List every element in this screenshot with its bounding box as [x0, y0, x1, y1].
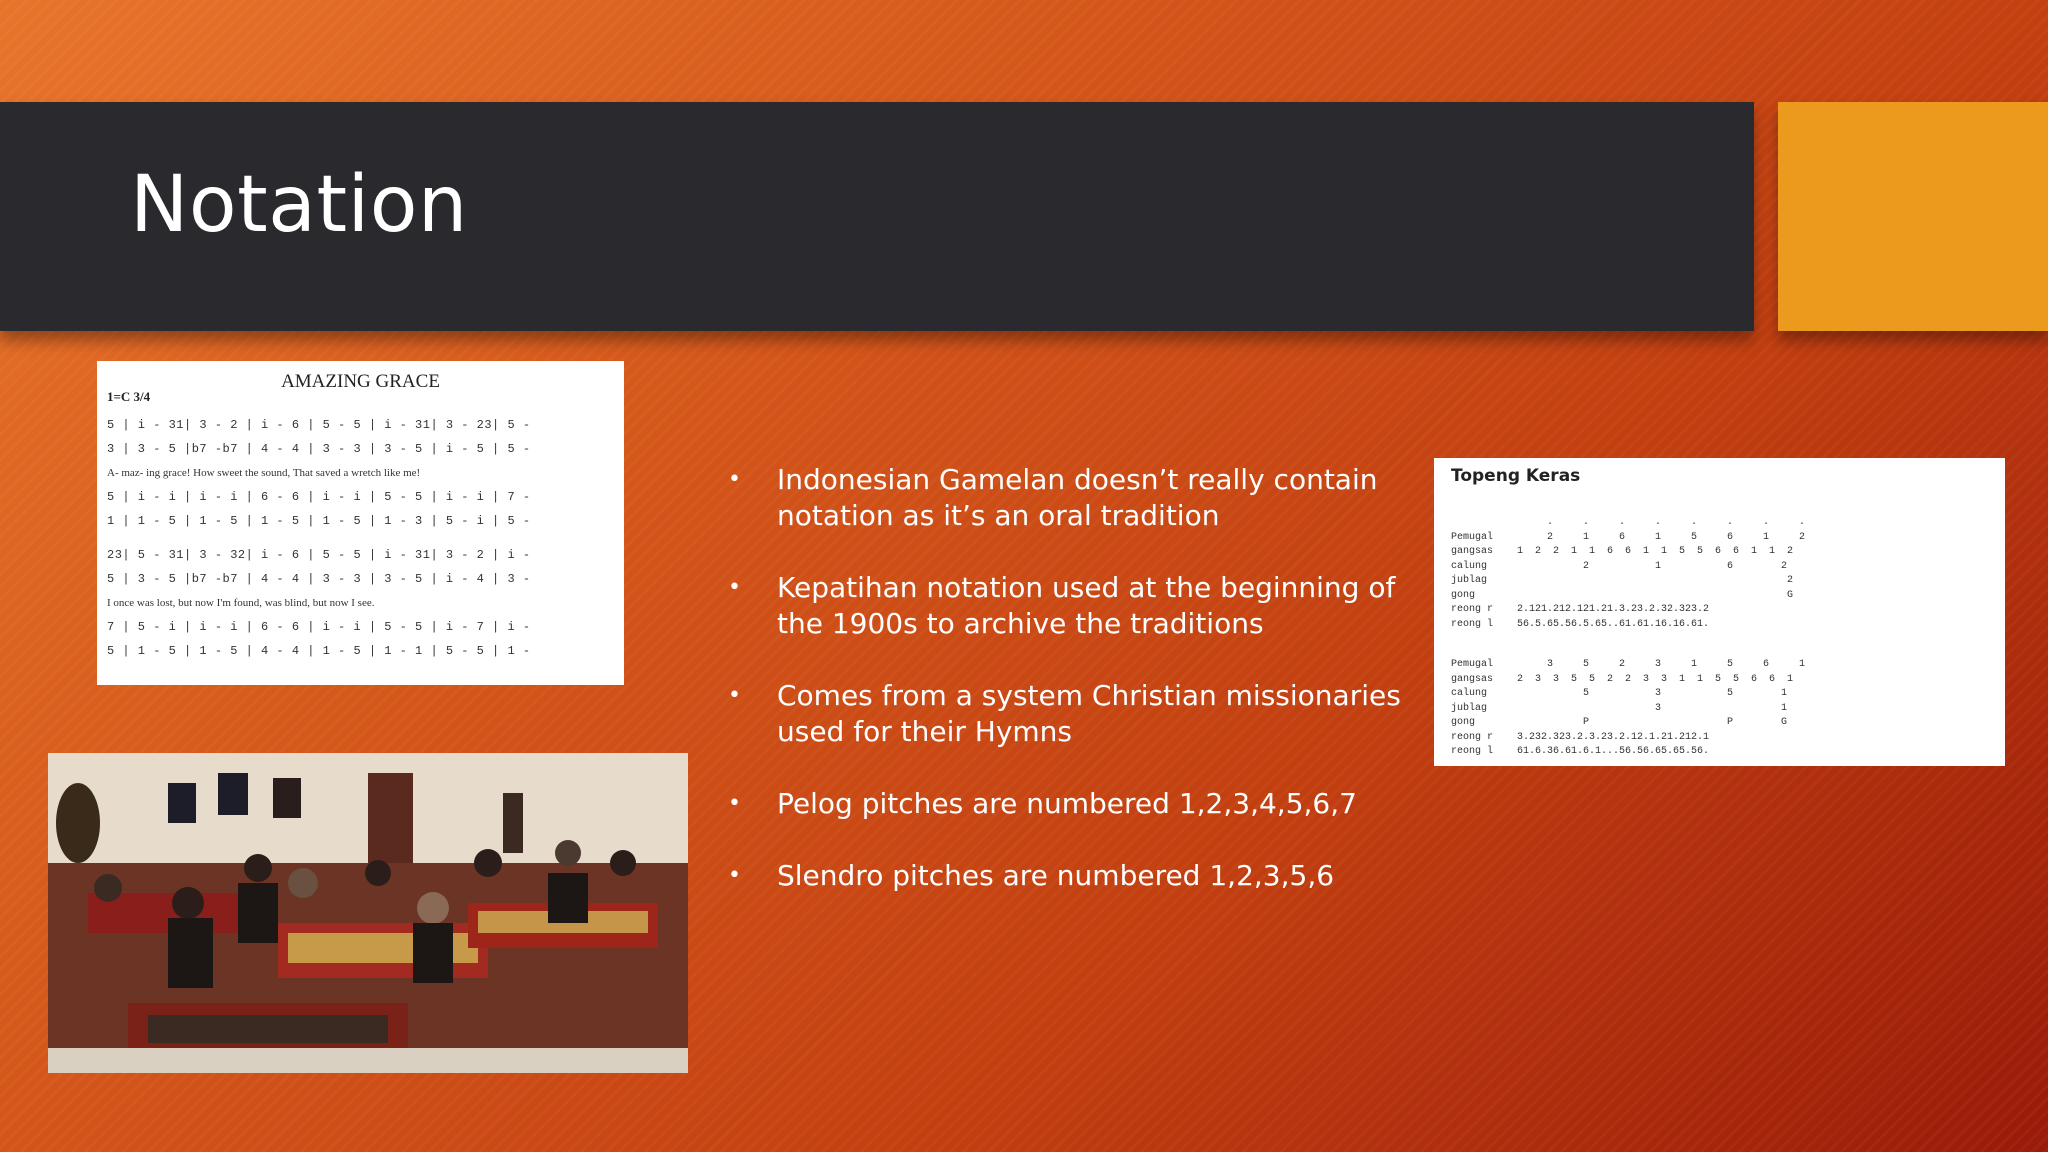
bullet-item — [726, 678, 1406, 750]
notation-row: jublag 3 1 — [1451, 702, 1788, 714]
lyrics-row: I once was lost, but now I'm found, was blind, but now I see. — [107, 597, 375, 609]
lyrics-row: A- maz- ing grace! How sweet the sound, That saved a wretch like me! — [107, 467, 421, 479]
bullet-glyph: • — [728, 791, 741, 816]
bullet-item — [726, 570, 1406, 642]
bullet-text: Comes from a system Christian missionaries used for their Hymns — [777, 679, 1401, 748]
notation-row: calung 2 1 6 2 — [1451, 560, 1788, 572]
amazing-grace-title: AMAZING GRACE — [281, 371, 440, 392]
bullet-text: Pelog pitches are numbered 1,2,3,4,5,6,7 — [777, 787, 1357, 820]
bullet-item — [726, 462, 1406, 534]
bullet-text: Kepatihan notation used at the beginning of the 1900s to archive the traditions — [777, 571, 1396, 640]
bullet-glyph: • — [728, 575, 741, 600]
notation-row: 7 | 5 - i | i - i | 6 - 6 | i - i | 5 - 5 | i - 7 | i - — [107, 620, 531, 634]
notation-row: gong P P G — [1451, 717, 1788, 728]
notation-row: reong r 2.121.212.121.21.3.23.2.32.323.2 — [1451, 604, 1710, 615]
gamelan-photo-illustration — [48, 753, 688, 1073]
topeng-keras-notation-image — [1434, 458, 2005, 766]
notation-row: 5 | i - i | i - i | 6 - 6 | i - i | 5 - 5 | i - i | 7 - — [107, 490, 531, 504]
notation-row: calung 5 3 5 1 — [1451, 688, 1788, 699]
bullet-item — [726, 786, 1406, 822]
notation-block-2 — [1451, 658, 1997, 760]
bullet-item — [726, 858, 1406, 894]
amazing-grace-rows — [107, 413, 614, 663]
gamelan-ensemble-photo — [48, 753, 688, 1073]
amazing-grace-notation-image — [97, 361, 624, 685]
notation-row: gangsas 1 2 2 1 1 6 6 1 1 5 5 6 6 1 1 2 — [1451, 546, 1794, 557]
notation-row: reong l 61.6.36.61.6.1...56.56.65.65.56. — [1451, 746, 1710, 757]
topeng-keras-title: Topeng Keras — [1451, 466, 1581, 486]
bullet-glyph: • — [728, 863, 741, 888]
bullet-glyph: • — [728, 683, 741, 708]
notation-row: reong l 56.5.65.56.5.65..61.61.16.16.61. — [1451, 618, 1710, 630]
notation-row: reong r 3.232.323.2.3.23.2.12.1.21.212.1 — [1451, 731, 1710, 743]
accent-box — [1778, 102, 2048, 331]
notation-row: 5 | 1 - 5 | 1 - 5 | 4 - 4 | 1 - 5 | 1 - 1 | 5 - 5 | 1 - — [107, 644, 531, 658]
notation-row: 5 | i - 31| 3 - 2 | i - 6 | 5 - 5 | i - 31| 3 - 23| 5 - — [107, 418, 531, 432]
notation-row: 23| 5 - 31| 3 - 32| i - 6 | 5 - 5 | i - 31| 3 - 2 | i - — [107, 548, 531, 562]
notation-row: jublag 2 — [1451, 575, 1794, 586]
bullet-text: Slendro pitches are numbered 1,2,3,5,6 — [777, 859, 1335, 892]
notation-block-1 — [1451, 516, 1997, 632]
amazing-grace-key: 1=C 3/4 — [107, 389, 151, 404]
bullet-text: Indonesian Gamelan doesn’t really contain notation as it’s an oral tradition — [777, 463, 1378, 532]
notation-row: . . . . . . . . — [1451, 517, 1806, 528]
notation-row: Pemugal 2 1 6 1 5 6 1 2 — [1451, 531, 1806, 543]
notation-row: 1 | 1 - 5 | 1 - 5 | 1 - 5 | 1 - 5 | 1 - 3 | 5 - i | 5 - — [107, 514, 531, 528]
notation-row: gangsas 2 3 3 5 5 2 2 3 3 1 1 5 5 6 6 1 — [1451, 673, 1794, 685]
slide-title: Notation — [130, 160, 468, 250]
notation-row: 3 | 3 - 5 |b7 -b7 | 4 - 4 | 3 - 3 | 3 - 5 | i - 5 | 5 - — [107, 442, 531, 456]
notation-row: gong G — [1451, 589, 1794, 601]
notation-row: 5 | 3 - 5 |b7 -b7 | 4 - 4 | 3 - 3 | 3 - 5 | i - 4 | 3 - — [107, 572, 531, 586]
bullet-glyph: • — [728, 467, 741, 492]
notation-row: Pemugal 3 5 2 3 1 5 6 1 — [1451, 659, 1806, 670]
bullet-list — [726, 462, 1406, 930]
